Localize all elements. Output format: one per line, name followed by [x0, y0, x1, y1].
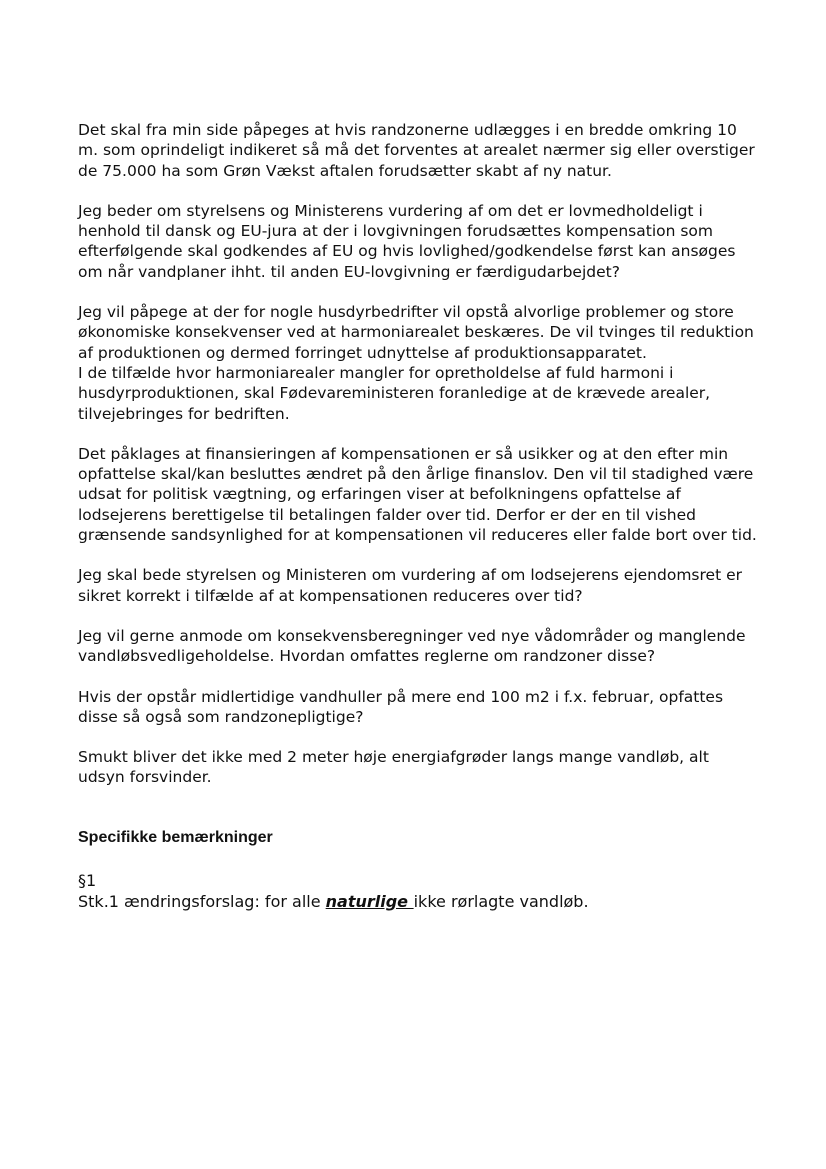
stk-1-line — [78, 891, 758, 912]
paragraph-harmoniareal-part1: Jeg vil påpege at der for nogle husdyrbedrifter vil opstå alvorlige problemer og store økonomiske konsekvenser ved at harmoniarealet beskæres. De vil tvinges til reduktion af produktionen og dermed forringet udnyttelse af produktionsapparatet. — [78, 303, 754, 362]
section-heading: Specifikke bemærkninger — [78, 828, 273, 846]
stk-1-emphasis: naturlige — [325, 891, 414, 911]
paragraph-randzoner-bredde: Det skal fra min side påpeges at hvis randzonerne udlægges i en bredde omkring 10 m. som oprindeligt indikeret så må det forventes at arealet nærmer sig eller overstiger de 75.000 ha som Grøn Vækst aftalen forudsætter skabt af ny natur. — [78, 121, 755, 180]
paragraph-ejendomsret: Jeg skal bede styrelsen og Ministeren om vurdering af om lodsejerens ejendomsret er sikret korrekt i tilfælde af at kompensationen reduceres over tid? — [78, 566, 742, 605]
paragraph-konsekvensberegninger: Jeg vil gerne anmode om konsekvensberegninger ved nye vådområder og manglende vandløbsvedligeholdelse. Hvordan omfattes reglerne om randzoner disse? — [78, 626, 746, 666]
document-body — [78, 120, 758, 912]
stk-1-text-after: ikke rørlagte vandløb. — [413, 891, 589, 911]
paragraph-lovmedholdelighed: Jeg beder om styrelsens og Ministerens vurdering af om det er lovmedholdeligt i henhold til dansk og EU-jura at der i lovgivningen forudsættes kompensation som efterfølgende skal godkendes af EU og hvis lovlighed/godkendelse først kan ansøges om når vandplaner ihht. til anden EU-lovgivning er færdigudarbejdet? — [78, 201, 736, 281]
paragraph-harmoniareal — [78, 302, 758, 424]
paragraph-vandhuller: Hvis der opstår midlertidige vandhuller på mere end 100 m2 i f.x. februar, opfattes disse så også som randzonepligtige? — [78, 687, 724, 726]
stk-1-text-before: Stk.1 ændringsforslag: for alle — [78, 891, 326, 911]
section-number: §1 — [78, 870, 97, 890]
paragraph-spacer — [78, 424, 758, 444]
paragraph-finansiering: Det påklages at finansieringen af kompensationen er så usikker og at den efter min opfattelse skal/kan besluttes ændret på den årlige finanslov. Den vil til stadighed være udsat for politisk vægtning, og erfaringen viser at befolkningens opfattelse af lodsejerens berettigelse til betalingen falder over tid. Derfor er der en til vished grænsende sandsynlighed for at kompensationen vil reduceres eller falde bort over tid. — [78, 444, 757, 545]
paragraph-harmoniareal-part2: I de tilfælde hvor harmoniarealer mangler for opretholdelse af fuld harmoni i husdyrproduktionen, skal Fødevareministeren foranledige at de krævede arealer, tilvejebringes for bedriften. — [78, 363, 711, 423]
paragraph-energiafgroeder: Smukt bliver det ikke med 2 meter høje energiafgrøder langs mange vandløb, alt udsyn forsvinder. — [78, 748, 709, 787]
section-paragraph-1 — [78, 870, 758, 912]
